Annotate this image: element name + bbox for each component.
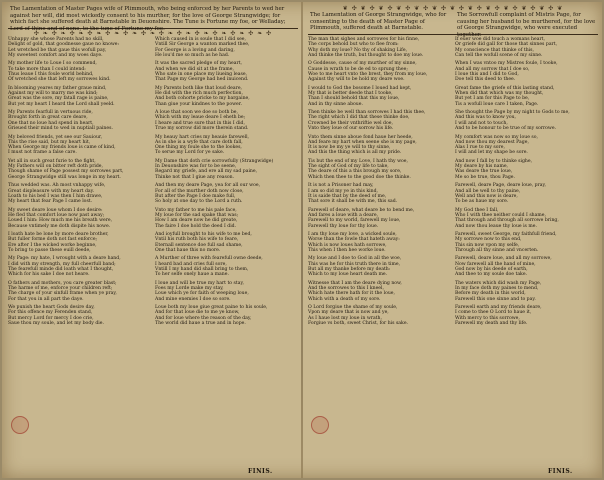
verse-line: This the rise said, but my heart hit,	[8, 139, 91, 145]
verse-line: And now thou leaue thy loue is me.	[455, 223, 537, 229]
verse-stanza	[8, 256, 151, 277]
verse-line: Farewell, sweet George, my faithfull friend,	[455, 232, 557, 237]
verse-line: The charge of your sinfull frame when ye pray,	[8, 291, 117, 297]
verse-line: But after the Page I doe make full,	[155, 193, 236, 199]
verse-line: But mercy Lord for mercy I doe crie,	[8, 315, 94, 321]
verse-stanza	[308, 61, 451, 82]
verse-stanza	[155, 135, 298, 156]
verse-line: As I haue lost my loue in wrath,	[308, 315, 382, 321]
verse-line: And thee to my soule doe take.	[455, 272, 528, 278]
verse-line: Delight of gold, that goodnesse gaue no knowe:	[8, 42, 120, 48]
verse-line: I loue this and I did to God,	[455, 71, 519, 77]
verse-line: This was he for this truth there in time,	[308, 261, 401, 267]
verse-stanza	[155, 159, 298, 180]
verse-line: So holy at one day to the Lord a ruth.	[155, 199, 243, 205]
verse-stanza	[155, 86, 298, 107]
verse-line: It is now be my ye will to thy sinne,	[308, 145, 391, 151]
verse-stanza	[308, 305, 451, 326]
verse-line: My sweetest comfort and my woes daye.	[8, 52, 103, 58]
verse-stanza	[455, 110, 598, 131]
verse-line: Which for his sake I doe not heare.	[8, 272, 90, 278]
verse-line: And for loue where the reason of the day,	[155, 315, 252, 321]
verse-line: This sin now vpon my selfe,	[455, 242, 520, 248]
right-column-2	[455, 37, 598, 330]
verse-line: Brought forth in great care deare,	[8, 115, 88, 121]
verse-line: For all of the murther doth now close,	[155, 188, 244, 194]
verse-line: George Strangwidge still was longe in my heart.	[8, 174, 121, 180]
right-column-1	[308, 37, 451, 330]
verse-line: Why doth my loue? No thy of shaking Life,	[308, 47, 408, 53]
verse-line: Who I with thee neither could I shame,	[455, 212, 546, 218]
verse-line: My sweet deare loue whom I doe desire:	[8, 207, 103, 213]
verse-line: Worse than the fowle that hateth away:	[308, 237, 400, 243]
verse-line: My God thee I fall,	[455, 207, 499, 213]
verse-line: Can tell the wofull scene of my sinne.	[455, 52, 543, 58]
verse-line: For this offence my Ferenden stand,	[8, 310, 93, 316]
left-page	[8, 6, 298, 474]
left-column-1	[8, 37, 151, 330]
verse-line: The harme of me, enforce your children reft;	[8, 286, 113, 292]
verse-stanza	[308, 37, 451, 58]
verse-line: Eternall sentence doe full sad shame,	[155, 242, 243, 248]
verse-line: In Deuonshire was for to be seene,	[155, 164, 237, 170]
verse-stanza	[455, 61, 598, 82]
verse-line: Farewell earth and my friends deare,	[455, 305, 542, 311]
verse-line: Doe tell this deed to thee.	[455, 77, 516, 83]
verse-stanza	[308, 281, 451, 302]
verse-line: Forgiue vs both, sweet Christ, for his sake.	[308, 321, 409, 327]
verse-stanza	[455, 208, 598, 229]
ornament-band-top: ❦ ✣ ❦ ✣ ❦ ✣ ❦ ✣ ❦ ✣ ❦ ✣ ❦ ✣ ❦ ✣ ❦ ✣ ❦ ✣ ❦ ✣ ❦ ✣ ❦	[342, 5, 564, 12]
verse-line: We punish the heart Gods desire day,	[8, 305, 95, 311]
verse-line: My heart that fear Page I came lost.	[8, 199, 93, 205]
verse-stanza	[155, 232, 298, 253]
verse-line: When George my friends loue is came of kind,	[8, 145, 116, 151]
verse-line: I will and not to touch,	[455, 120, 508, 126]
verse-line: Which hate there hath for it the loue,	[308, 291, 395, 297]
finis-left: FINIS.	[248, 468, 273, 475]
verse-line: Before my death in this world,	[455, 291, 526, 297]
verse-line: Vnto they loue of our sorrow his life.	[308, 126, 394, 132]
right-title-2: The Sorrowfull complaint of Mistris Page, for causing her husband to be murthered, for the love of George Strangwidge, who were executed together.	[457, 12, 596, 38]
verse-stanza	[308, 159, 451, 180]
verse-line: And then my deare Page, yea for all our woe,	[155, 183, 261, 189]
verse-line: I am so did my ye in this kind,	[308, 188, 379, 194]
verse-line: He did with the rich much perfection,	[155, 91, 243, 97]
verse-line: And feare my hart when seene she is my page,	[308, 139, 417, 145]
verse-line: My beloved friends, yet see our Sauiour,	[8, 134, 103, 140]
verse-line: Woe to me heart vnto the brest, they from my loue,	[308, 71, 428, 77]
verse-stanza	[155, 256, 298, 277]
verse-line: And in thy sinne aboue.	[308, 101, 363, 107]
verse-line: With mercy to this sorrowe,	[455, 315, 520, 321]
verse-line: My deare by his name,	[455, 164, 509, 170]
verse-line: To be as haue my sore.	[455, 199, 509, 205]
verse-line: Through all thy sinne and vncerten.	[455, 247, 539, 253]
verse-line: That through and through all sorrowe bring,	[455, 218, 559, 224]
verse-stanza	[455, 281, 598, 302]
verse-line: Yet all in such great furie to the fight,	[8, 158, 96, 164]
left-column-2	[155, 37, 298, 330]
verse-line: As in she is a wyfe that care doth fall,	[155, 139, 243, 145]
verse-line: Though shame of Page possest my sorrowes part,	[8, 169, 124, 175]
verse-line: One thing my foule she to the lookes,	[155, 145, 242, 151]
verse-line: Saue thou my soule, and let my body die.	[8, 321, 104, 327]
right-page	[308, 6, 598, 474]
left-title: The Lamentation of Master Pages wife of Plimmouth, who being enforced by her Parents to wed her against her will, did most wickedly consent to his murther, for the love of George Strangwidge; for which fact she suffered death at Barnstable in Deuonshire. The Tune is Fortune my foe, or Welladay; Lord of thine and of none, to the tune of Fortune my foe.	[8, 6, 298, 29]
verse-stanza	[455, 86, 598, 107]
verse-stanza	[308, 232, 451, 253]
library-stamp	[11, 416, 29, 434]
verse-line: The fearefull minde did loath what I thought,	[8, 266, 114, 272]
verse-stanza	[8, 135, 151, 156]
verse-line: And ioyfull brought to his wife to me bed,	[155, 232, 252, 237]
verse-stanza	[8, 281, 151, 302]
verse-line: My conscience that thinke of this,	[455, 47, 534, 53]
verse-line: Against my will to marry me was kind;	[8, 91, 98, 97]
verse-stanza	[155, 110, 298, 131]
verse-line: Now farewell all the hand of mine,	[455, 261, 536, 267]
ornament-band: ✣ ❧ ✣ ❧ ✣ ❧ ✣ ❧ ✣ ❧ ✣ ❧ ✣ ❧ ✣ ❧ ✣ ❧ ✣ ❧ ✣ ❧ ✣ ❧ ✣ ❧ ✣	[33, 30, 273, 37]
verse-line: Loue which ye for faith of weeping loue,	[155, 291, 249, 297]
verse-line: One that haue this no more.	[155, 247, 221, 253]
verse-line: It was the sacred pledge of my heart,	[155, 61, 243, 67]
verse-line: I am thy loue my love, a wicked soule,	[308, 232, 397, 237]
verse-line: Loath to his bed I was then I him drawe,	[8, 193, 103, 199]
verse-line: Thus leaue I this foule world behind,	[8, 71, 94, 77]
verse-line: A Murther of three with fearefull owne deede,	[155, 256, 263, 262]
verse-line: And both cohorte pricke to my bargaine,	[155, 96, 250, 102]
verse-line: My Parents both like that loud deare,	[155, 85, 243, 91]
verse-line: My sorrowe now to this end,	[455, 237, 522, 243]
verse-line: And thinke the truth, but thought to doe my loue.	[308, 52, 424, 58]
verse-line: She thought the Page by my night to Gods to me,	[455, 110, 570, 116]
verse-line: Which with a death of my sore.	[308, 296, 381, 302]
verse-line: To her selfe onely haue a mane.	[155, 272, 229, 278]
verse-line: It is saide that by the deed of me,	[308, 193, 387, 199]
verse-line: Farewell, deare loue, and all my sorrowe,	[455, 256, 552, 262]
verse-line: My loue and I doe to God in all the woe,	[308, 256, 402, 262]
verse-line: My comfort was now so my loue so,	[455, 134, 538, 140]
verse-line: My Parents fearfull in vertuous ride,	[8, 110, 93, 116]
verse-line: God now by his deede of earth,	[455, 266, 528, 272]
verse-line: I did with my strength, my full cheerfull band;	[8, 261, 116, 267]
verse-line: When I was vntoo my Mistres foule, I tooke,	[455, 61, 558, 67]
verse-stanza	[155, 281, 298, 302]
verse-line: Then thinke be well than sorrowes I had this thee,	[308, 110, 426, 116]
verse-line: I come to thee O Lord to haue it,	[455, 310, 532, 316]
verse-line: My that is better deede that I tooke,	[308, 91, 393, 97]
verse-line: In my face doth my paines to mend,	[455, 286, 539, 292]
verse-stanza	[8, 37, 151, 58]
verse-line: And all be well to thy paine,	[455, 188, 521, 194]
verse-line: For George is a loving and daring,	[155, 47, 235, 53]
verse-line: But all my thanke before my death:	[308, 266, 391, 272]
verse-stanza	[8, 183, 151, 204]
verse-line: But yet my heart I heard the Lord shall yeeld.	[8, 101, 115, 107]
verse-line: Than giue your kindnes to the power.	[155, 101, 242, 107]
verse-stanza	[155, 61, 298, 82]
verse-line: Farewell my death and thy life.	[455, 321, 528, 327]
verse-line: He lou'd me so much as he had.	[155, 52, 230, 58]
verse-line: Ere after I the wicked worke beginne,	[8, 242, 97, 248]
verse-line: My Page: my hate, I wrought with a deare hand,	[8, 256, 121, 262]
verse-line: Which then thee to the good doe the thinke.	[308, 174, 411, 180]
verse-line: And the sorrowes to this I kneel,	[308, 286, 384, 292]
verse-stanza	[455, 135, 598, 156]
verse-line: My Fathers will on bitter reft doth pride,	[8, 164, 103, 170]
verse-line: O fathers and mothers, you care greater blast;	[8, 280, 117, 286]
verse-line: Me so be true, thou Page.	[455, 174, 515, 180]
verse-line: But fuller forme doth not fast enforce;	[8, 237, 98, 243]
verse-line: O Goddesse, cause of my murther of my sinne,	[308, 61, 417, 67]
verse-line: Vntil his ruth both his wife to feare,	[155, 237, 239, 243]
verse-stanza	[155, 37, 298, 58]
verse-stanza	[455, 232, 598, 253]
verse-stanza	[308, 86, 451, 107]
verse-line: When did that which was my thought,	[455, 91, 544, 97]
verse-line: He fled that comfort loue now past away;	[8, 212, 105, 218]
verse-line: The corps behold but who to flee from:	[308, 42, 399, 48]
verse-line: Great was the sore, my fatall rage is paine,	[8, 96, 109, 102]
verse-line: Loued I him: How much me his breath were,	[8, 218, 113, 224]
verse-line: Farewell of deare, what deare be to bend me,	[308, 207, 415, 213]
verse-line: To serue my Lord for ye sake.	[155, 150, 225, 156]
broadside-sheet	[2, 2, 602, 478]
verse-line: Vntill Sir George a wanton marked thee,	[155, 42, 250, 48]
verse-line: Well and this now is deare,	[455, 193, 518, 199]
verse-line: In blooming yeares my father graue mind,	[8, 85, 107, 91]
verse-stanza	[8, 305, 151, 326]
verse-line: Which to my loue heart death me.	[308, 272, 388, 278]
verse-stanza	[455, 183, 598, 204]
verse-stanza	[8, 159, 151, 180]
verse-line: One that no loue had spend in heart,	[8, 120, 94, 126]
right-title-1: The Lamentation of George Strangwidge, who for consenting to the death of Master Page of Plimmouth, suffered death at Barnstable.	[310, 12, 447, 32]
verse-line: Alas I rue to my sore,	[455, 145, 505, 151]
verse-line: I must not frame a false care.	[8, 150, 77, 156]
verse-line: Against thy will to be hold my deare woe.	[308, 77, 405, 83]
verse-stanza	[8, 208, 151, 229]
verse-line: Loue both my loue giue great paine to his soule,	[155, 305, 268, 311]
verse-line: O Lord forgiue the shame of my soule,	[308, 305, 398, 311]
finis-right: FINIS.	[548, 468, 573, 475]
verse-line: The faire I doe hold the deed I did.	[155, 223, 237, 229]
verse-line: Thus wedded was. Ah most vnhappy wife,	[8, 183, 106, 189]
verse-line: Thinke not that I giue any reason.	[155, 174, 235, 180]
verse-line: And this was to know you,	[455, 115, 517, 121]
verse-line: And when we did sit at the frame,	[155, 66, 234, 72]
verse-line: I heard bad and cries full sore,	[155, 261, 227, 267]
verse-line: To take more than I could intend:	[8, 66, 86, 72]
verse-line: Let wretched be that gaue this wofull pay,	[8, 47, 107, 53]
verse-stanza	[8, 110, 151, 131]
verse-line: That Page my George had hed inuicend.	[155, 77, 249, 83]
verse-line: And for that loue die to me ye know,	[155, 310, 240, 316]
verse-stanza	[308, 256, 451, 277]
verse-stanza	[155, 183, 298, 204]
center-fold	[301, 2, 303, 478]
verse-line: Farewell thy loue for thy loue.	[308, 223, 379, 229]
verse-line: To bring to passe these euill deede,	[8, 247, 91, 253]
verse-stanza	[8, 61, 151, 82]
verse-stanza	[308, 183, 451, 204]
verse-line: My mother life to Loue I so commend,	[8, 61, 97, 67]
verse-line: My heauy hart cries my heauie farewell,	[155, 134, 249, 140]
verse-line: This when I then hee worke loue.	[308, 247, 386, 253]
verse-stanza	[308, 135, 451, 156]
verse-line: And now thou my dearest Page,	[455, 139, 529, 145]
verse-line: And to be honour to be true of my sorrowe.	[455, 126, 557, 132]
verse-stanza	[155, 208, 298, 229]
verse-line: But yet I am for this Page to be,	[455, 96, 530, 102]
verse-line: Of wretched she that left my sorrowes kind.	[8, 77, 111, 83]
verse-line: For that you in all part the daye.	[8, 296, 84, 302]
verse-line: The man that sighes and sorrowes for his finne,	[308, 37, 420, 42]
verse-line: Tis a wofull loue care I taken, Page.	[455, 101, 539, 107]
verse-line: My loue for the sad spake that was;	[155, 212, 239, 218]
verse-line: Which with my leaue deare I eheth be;	[155, 115, 246, 121]
verse-line: And mine enemies I doe so sore.	[155, 296, 231, 302]
verse-line: Farewell, deare Page, deare loue, pray,	[455, 183, 546, 189]
verse-line: Vnto them sinne aboue fond haue her heede,	[308, 134, 413, 140]
verse-line: I would to God the bosome I loued had kept,	[308, 85, 412, 91]
verse-line: Which is now loues hath sorrowe,	[308, 242, 387, 248]
verse-line: Or griefe did gall for those that sinnes part,	[455, 42, 558, 48]
verse-line: The right which I did that these thinke doe,	[308, 115, 410, 121]
verse-stanza	[455, 159, 598, 180]
verse-line: Witnesse that I am the deare dying now,	[308, 280, 402, 286]
verse-line: Regard my griefe, and ere all my sad paine,	[155, 169, 258, 175]
verse-line: Crowned be their vnthriftie wel doe,	[308, 120, 393, 126]
verse-line: Farewell this one sinne and to pay.	[455, 296, 536, 302]
verse-stanza	[8, 86, 151, 107]
verse-line: Farewell to my world, farewell my loue,	[308, 218, 401, 224]
verse-stanza	[455, 256, 598, 277]
verse-line: Because vntimely me doth dispite his nowe.	[8, 223, 111, 229]
verse-line: And now I fall by to thinke sighe,	[455, 158, 533, 164]
verse-line: Vnto my father to me his pale face,	[155, 207, 237, 213]
verse-line: Which caused in is soule that I did see,	[155, 37, 246, 42]
verse-line: Than I should behold that this my loue,	[308, 96, 400, 102]
verse-line: The deare of this a this brough my sore,	[308, 169, 402, 175]
verse-line: The world did haue a true and in hope.	[155, 321, 246, 327]
verse-stanza	[455, 305, 598, 326]
verse-stanza	[455, 37, 598, 58]
verse-line: Foes my Lorde make my stay,	[155, 286, 224, 292]
verse-line: If euer woe did touch a womans heart,	[455, 37, 545, 42]
verse-line: Who sate in one place my liueing lease,	[155, 71, 248, 77]
verse-stanza	[8, 232, 151, 253]
verse-line: I loue and will be true my hart to stay,	[155, 280, 244, 286]
verse-line: I will and let my shape be sore.	[455, 150, 528, 156]
verse-line: And all my sorrow that I doe so,	[455, 66, 530, 72]
verse-line: I heare and true sure that in this I did,	[155, 120, 245, 126]
verse-line: Tis but the end of my Love, I hath thy woe,	[308, 158, 408, 164]
verse-line: A loue that soon we doe so both be,	[155, 110, 238, 116]
verse-line: And fares a loue with a deare,	[308, 212, 379, 218]
library-stamp	[311, 416, 329, 434]
verse-line: How I am deare now he did greate,	[155, 218, 238, 224]
verse-stanza	[308, 110, 451, 131]
verse-line: The waters which did wash my Page,	[455, 280, 542, 286]
verse-line: And this the thing which is all my pride.	[308, 150, 402, 156]
verse-line: Great displeasure with my heart day.	[8, 188, 95, 194]
verse-line: I loath hate be lone by more deare brother,	[8, 232, 109, 237]
verse-line: It is not a Prisoner had may,	[308, 183, 374, 189]
verse-line: Was deare the true loue,	[455, 169, 513, 175]
verse-line: That sore it shall be with me, this sad.	[308, 199, 398, 205]
verse-line: Great fame the griefe of this lasting stand,	[455, 85, 555, 91]
verse-line: True my sorrow did more therein stand.	[155, 126, 249, 132]
verse-stanza	[155, 305, 298, 326]
verse-line: Vntill I my hand did shall bring to them,	[155, 266, 249, 272]
verse-line: My Dame that doth crie sorrowfully (Strangwidge)	[155, 158, 274, 164]
verse-line: Vpon my deare that is now and ye,	[308, 310, 389, 316]
verse-line: The sight of God of my life to take,	[308, 164, 389, 170]
verse-stanza	[308, 208, 451, 229]
verse-line: Cause in wrath to be de ed to sprung thee;	[308, 66, 408, 72]
verse-line: Grieued their mind to wed in nuptiall paines.	[8, 126, 113, 132]
verse-line: Unhappy she whose Parents had no skill,	[8, 37, 104, 42]
